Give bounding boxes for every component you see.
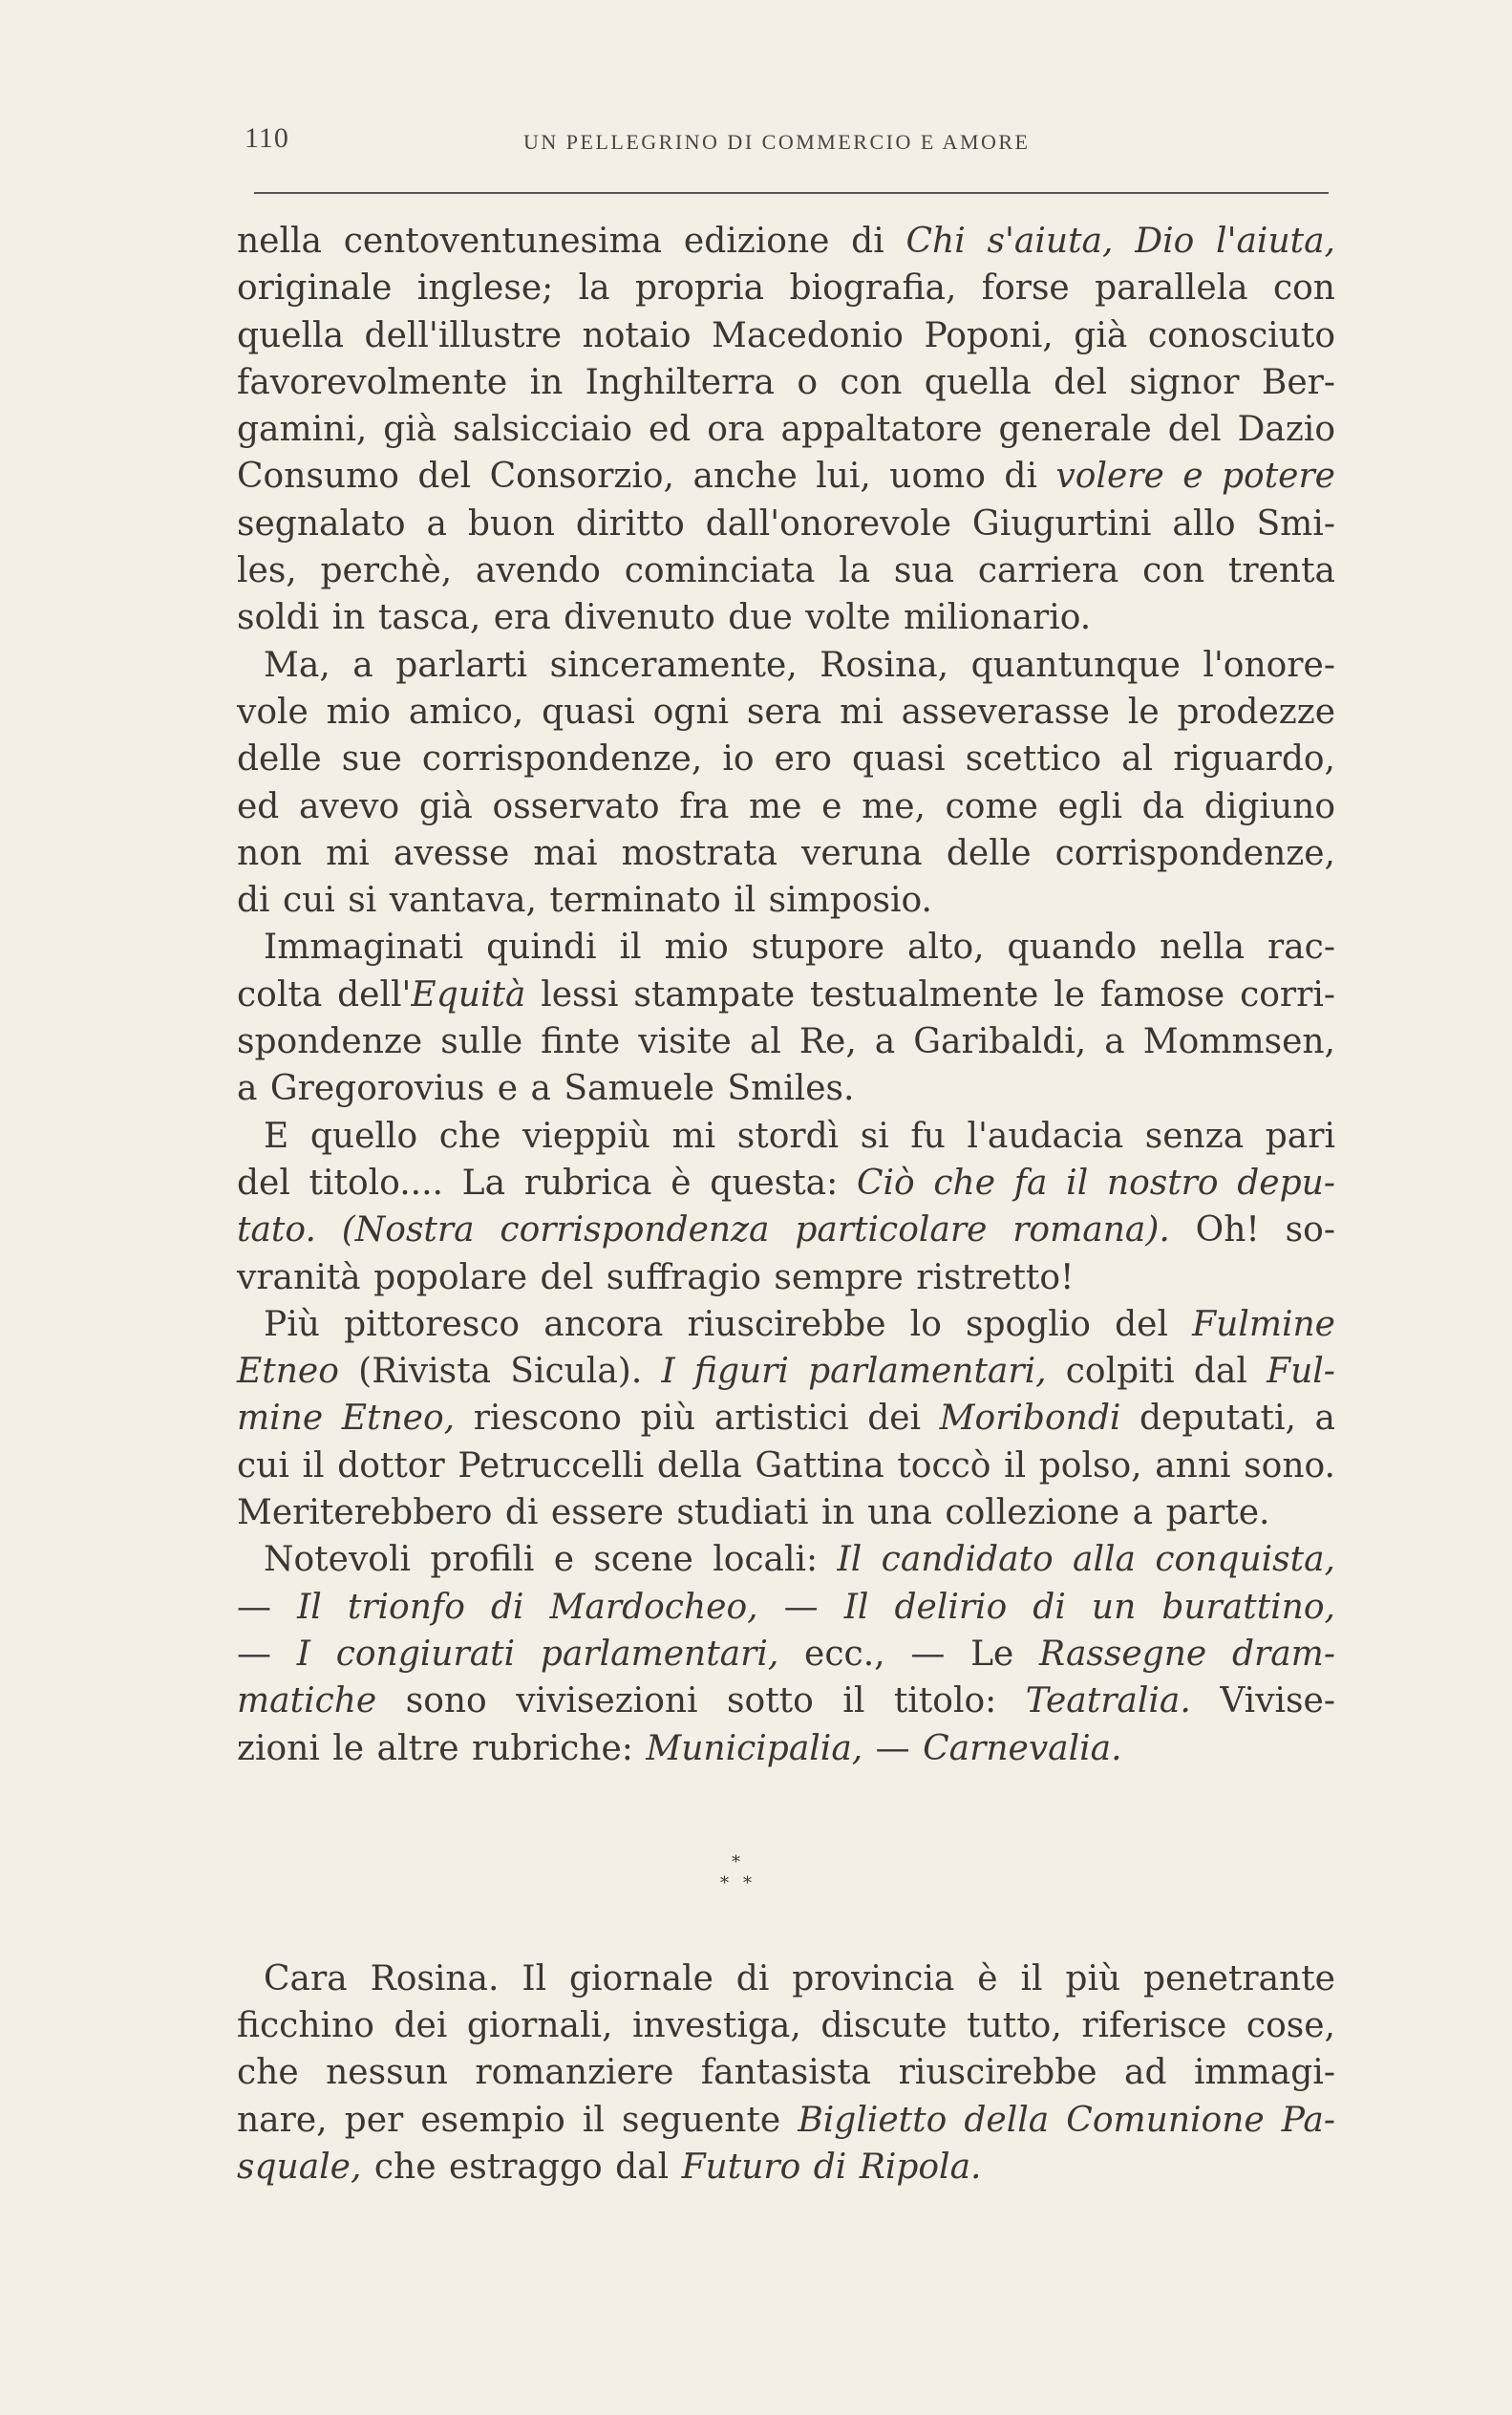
text-line: Più pittoresco ancora riuscirebbe lo spoglio del Fulmine: [264, 1304, 1335, 1344]
text-line: E quello che vieppiù mi stordì si fu l'audacia senza pari: [264, 1116, 1335, 1156]
body-text: [237, 218, 1335, 2191]
text-line: ficchino dei giornali, investiga, discute tutto, riferisce cose,: [237, 2006, 1335, 2046]
text-line: ed avevo già osservato fra me e me, come egli da digiuno: [237, 786, 1335, 826]
paragraph: [237, 218, 1335, 642]
text-line: Immaginati quindi il mio stupore alto, quando nella rac-: [264, 928, 1335, 968]
page-number: 110: [245, 122, 289, 154]
text-line: mine Etneo, riescono più artistici dei Moribondi deputati, a: [237, 1399, 1335, 1439]
text-line: soldi in tasca, era divenuto due volte milionario.: [237, 598, 1092, 638]
text-line: Etneo (Rivista Sicula). I figuri parlamentari, colpiti dal Ful-: [237, 1352, 1335, 1392]
text-line: Notevoli profili e scene locali: Il candidato alla conquista,: [264, 1540, 1335, 1580]
text-line: del titolo.... La rubrica è questa: Ciò che fa il nostro depu-: [237, 1163, 1335, 1203]
text-line: favorevolmente in Inghilterra o con quella del signor Ber-: [237, 362, 1335, 402]
running-title: UN PELLEGRINO DI COMMERCIO E AMORE: [523, 130, 1031, 154]
text-line: gamini, già salsicciaio ed ora appaltatore generale del Dazio: [237, 410, 1335, 450]
text-line: nella centoventunesima edizione di Chi s'aiuta, Dio l'aiuta,: [237, 222, 1335, 261]
text-line: vole mio amico, quasi ogni sera mi asseverasse le prodezze: [237, 692, 1335, 732]
section-spacer: [237, 1772, 1335, 1847]
text-line: Ma, a parlarti sinceramente, Rosina, quantunque l'onore-: [264, 645, 1335, 685]
text-line: originale inglese; la propria biografia, forse parallela con: [237, 268, 1335, 309]
text-line: Consumo del Consorzio, anche lui, uomo di volere e potere: [237, 457, 1335, 497]
text-line: — Il trionfo di Mardocheo, — Il delirio di un burattino,: [237, 1587, 1335, 1627]
text-line: segnalato a buon diritto dall'onorevole Giugurtini allo Smi-: [237, 503, 1335, 544]
header-rule: [254, 192, 1329, 194]
text-line: — I congiurati parlamentari, ecc., — Le Rassegne dram-: [237, 1634, 1335, 1674]
text-line: cui il dottor Petruccelli della Gattina toccò il polso, anni sono.: [237, 1445, 1335, 1485]
text-line: non mi avesse mai mostrata veruna delle corrispondenze,: [237, 833, 1335, 873]
text-line: zioni le altre rubriche: Municipalia, — Carnevalia.: [237, 1728, 1122, 1768]
text-line: che nessun romanziere fantasista riuscirebbe ad immagi-: [237, 2053, 1335, 2093]
page-header: [245, 122, 1329, 160]
paragraph: [237, 1301, 1335, 1536]
asterism-star: *: [732, 1851, 740, 1872]
paragraph: [237, 924, 1335, 1112]
paragraph: [237, 1536, 1335, 1771]
asterism-ornament: [237, 1847, 1335, 1923]
text-line: vranità popolare del suffragio sempre ristretto!: [237, 1257, 1075, 1297]
text-line: squale, che estraggo dal Futuro di Ripola.: [237, 2147, 982, 2187]
text-line: colta dell'Equità lessi stampate testualmente le famose corri-: [237, 974, 1336, 1015]
asterism-star: *: [720, 1872, 729, 1893]
text-line: tato. (Nostra corrispondenza particolare romana). Oh! so-: [237, 1210, 1335, 1250]
text-line: a Gregorovius e a Samuele Smiles.: [237, 1069, 855, 1109]
text-line: Cara Rosina. Il giornale di provincia è il più penetrante: [264, 1958, 1335, 1998]
paragraph: [237, 1956, 1335, 2191]
text-line: les, perchè, avendo cominciata la sua carriera con trenta: [237, 551, 1335, 591]
paragraph: [237, 1113, 1335, 1301]
text-line: di cui si vantava, terminato il simposio.: [237, 881, 932, 921]
text-line: matiche sono vivisezioni sotto il titolo: Teatralia. Vivise-: [237, 1681, 1335, 1721]
asterism-star: *: [743, 1872, 752, 1893]
text-line: quella dell'illustre notaio Macedonio Poponi, già conosciuto: [237, 315, 1335, 355]
text-line: Meriterebbero di essere studiati in una collezione a parte.: [237, 1493, 1270, 1533]
text-line: spondenze sulle finte visite al Re, a Garibaldi, a Mommsen,: [237, 1022, 1335, 1062]
text-line: delle sue corrispondenze, io ero quasi scettico al riguardo,: [237, 739, 1335, 780]
paragraph: [237, 642, 1335, 925]
text-line: nare, per esempio il seguente Biglietto della Comunione Pa-: [237, 2100, 1335, 2140]
